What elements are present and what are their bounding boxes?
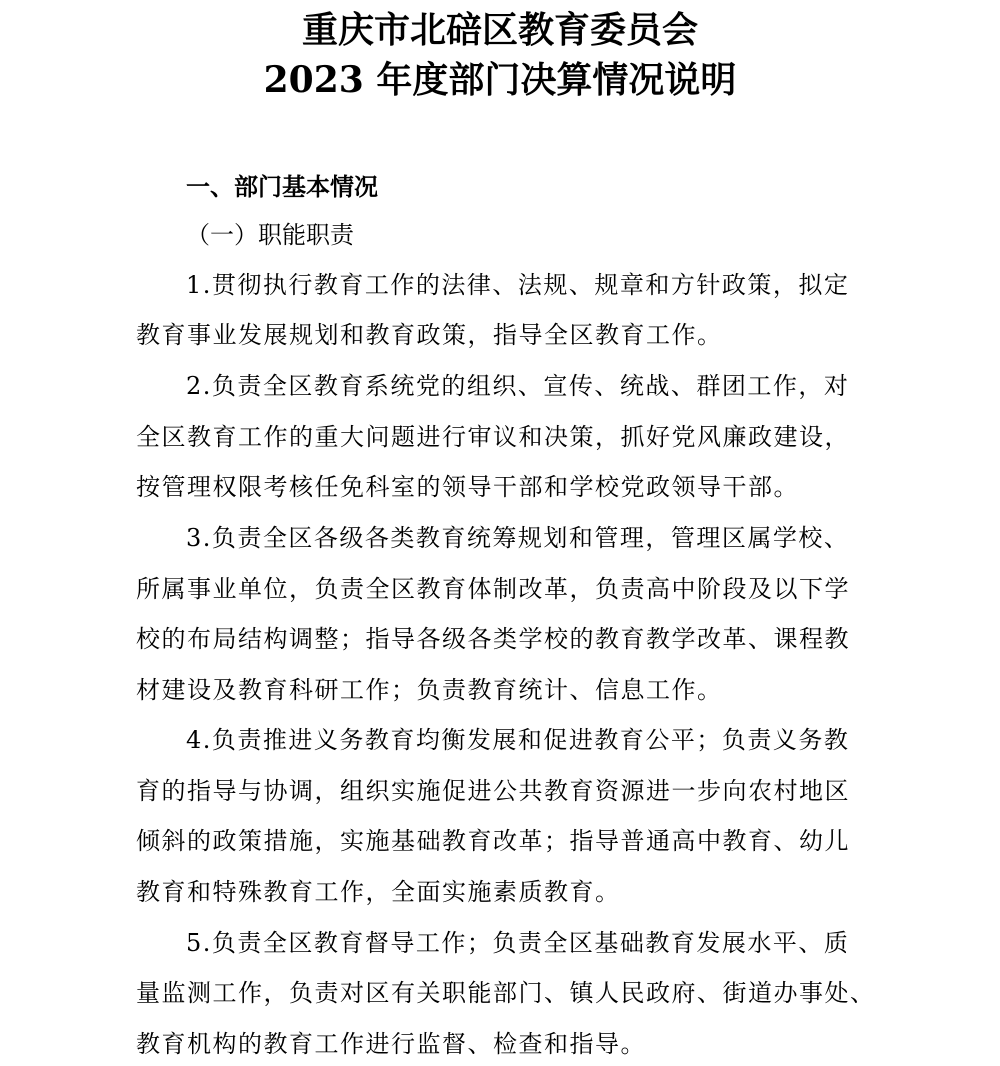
document-subtitle: 2023 年度部门决算情况说明 xyxy=(263,59,737,101)
paragraph-line: 教育机构的教育工作进行监督、检查和指导。 xyxy=(136,1030,646,1058)
paragraph-line: 按管理权限考核任免科室的领导干部和学校党政领导干部。 xyxy=(136,473,799,501)
paragraph-line: 5.负责全区教育督导工作；负责全区基础教育发展水平、质 xyxy=(186,929,850,957)
paragraph-line: 全区教育工作的重大问题进行审议和决策，抓好党风廉政建设， xyxy=(136,423,850,451)
paragraph-line: 所属事业单位，负责全区教育体制改革，负责高中阶段及以下学 xyxy=(136,575,850,603)
paragraph-line: 校的布局结构调整；指导各级各类学校的教育教学改革、课程教 xyxy=(136,625,850,653)
section-heading: 一、部门基本情况 xyxy=(186,173,378,201)
paragraph-line: 教育和特殊教育工作，全面实施素质教育。 xyxy=(136,878,621,906)
paragraph-line: 材建设及教育科研工作；负责教育统计、信息工作。 xyxy=(136,676,723,704)
paragraph-line: 量监测工作，负责对区有关职能部门、镇人民政府、街道办事处、 xyxy=(136,979,876,1007)
paragraph-line: 教育事业发展规划和教育政策，指导全区教育工作。 xyxy=(136,321,723,349)
paragraph-line: 育的指导与协调，组织实施促进公共教育资源进一步向农村地区 xyxy=(136,777,850,805)
document-title: 重庆市北碚区教育委员会 xyxy=(301,9,698,51)
paragraph-line: 4.负责推进义务教育均衡发展和促进教育公平；负责义务教 xyxy=(186,726,850,754)
subsection-heading: （一）职能职责 xyxy=(186,221,354,249)
paragraph-line: 1.贯彻执行教育工作的法律、法规、规章和方针政策，拟定 xyxy=(186,271,850,299)
paragraph-line: 倾斜的政策措施，实施基础教育改革；指导普通高中教育、幼儿 xyxy=(136,827,850,855)
paragraph-line: 3.负责全区各级各类教育统筹规划和管理，管理区属学校、 xyxy=(186,524,850,552)
paragraph-line: 2.负责全区教育系统党的组织、宣传、统战、群团工作，对 xyxy=(186,372,850,400)
